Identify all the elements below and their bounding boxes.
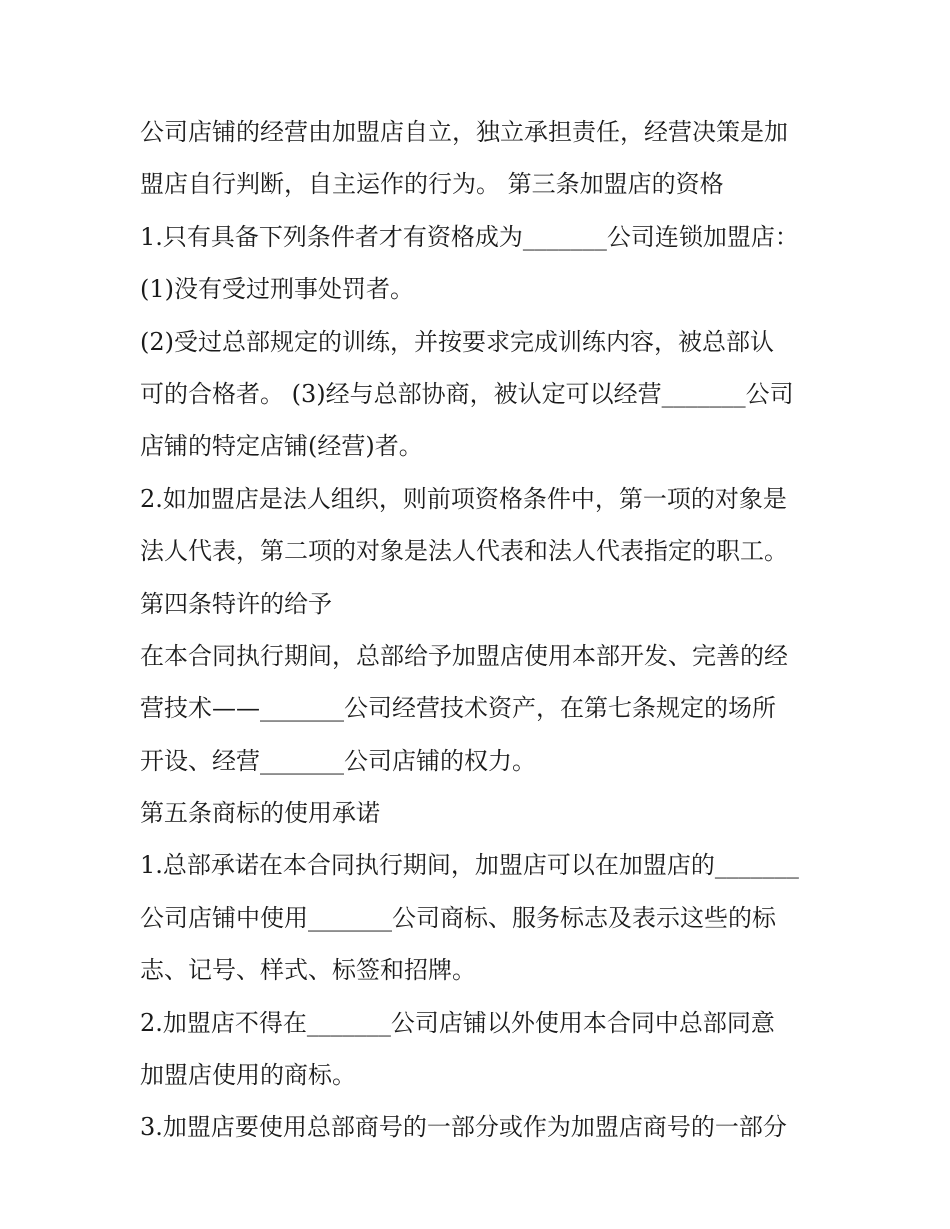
text-line: 1.总部承诺在本合同执行期间，加盟店可以在加盟店的_______: [140, 851, 799, 880]
text-line: 加盟店使用的商标。: [140, 1061, 356, 1090]
text-line: 1.只有具备下列条件者才有资格成为_______公司连锁加盟店：: [140, 222, 799, 251]
text-line: 可的合格者。 (3)经与总部协商，被认定可以经营_______公司: [140, 379, 794, 408]
text-line: 2.如加盟店是法人组织，则前项资格条件中，第一项的对象是: [140, 484, 787, 513]
text-line: 2.加盟店不得在_______公司店铺以外使用本合同中总部同意: [140, 1008, 775, 1037]
section-heading: 第四条特许的给予: [140, 589, 332, 618]
text-line: 盟店自行判断，自主运作的行为。 第三条加盟店的资格: [140, 170, 724, 199]
text-line: 公司店铺的经营由加盟店自立，独立承担责任，经营决策是加: [140, 118, 788, 146]
text-line: 法人代表，第二项的对象是法人代表和法人代表指定的职工。: [140, 537, 788, 566]
text-line: 开设、经营_______公司店铺的权力。: [140, 746, 536, 775]
text-line: 在本合同执行期间，总部给予加盟店使用本部开发、完善的经: [140, 641, 788, 670]
document-body: [140, 106, 820, 1154]
text-line: (1)没有受过刑事处罚者。: [140, 275, 414, 304]
text-line: 公司店铺中使用_______公司商标、服务标志及表示这些的标: [140, 903, 776, 932]
section-heading: 第五条商标的使用承诺: [140, 799, 380, 828]
text-line: (2)受过总部规定的训练，并按要求完成训练内容，被总部认: [140, 327, 774, 356]
text-line: 志、记号、样式、标签和招牌。: [140, 956, 476, 985]
text-line: 店铺的特定店铺(经营)者。: [140, 432, 423, 461]
text-line: 营技术——_______公司经营技术资产，在第七条规定的场所: [140, 694, 776, 723]
text-line: 3.加盟店要使用总部商号的一部分或作为加盟店商号的一部分: [140, 1113, 787, 1142]
